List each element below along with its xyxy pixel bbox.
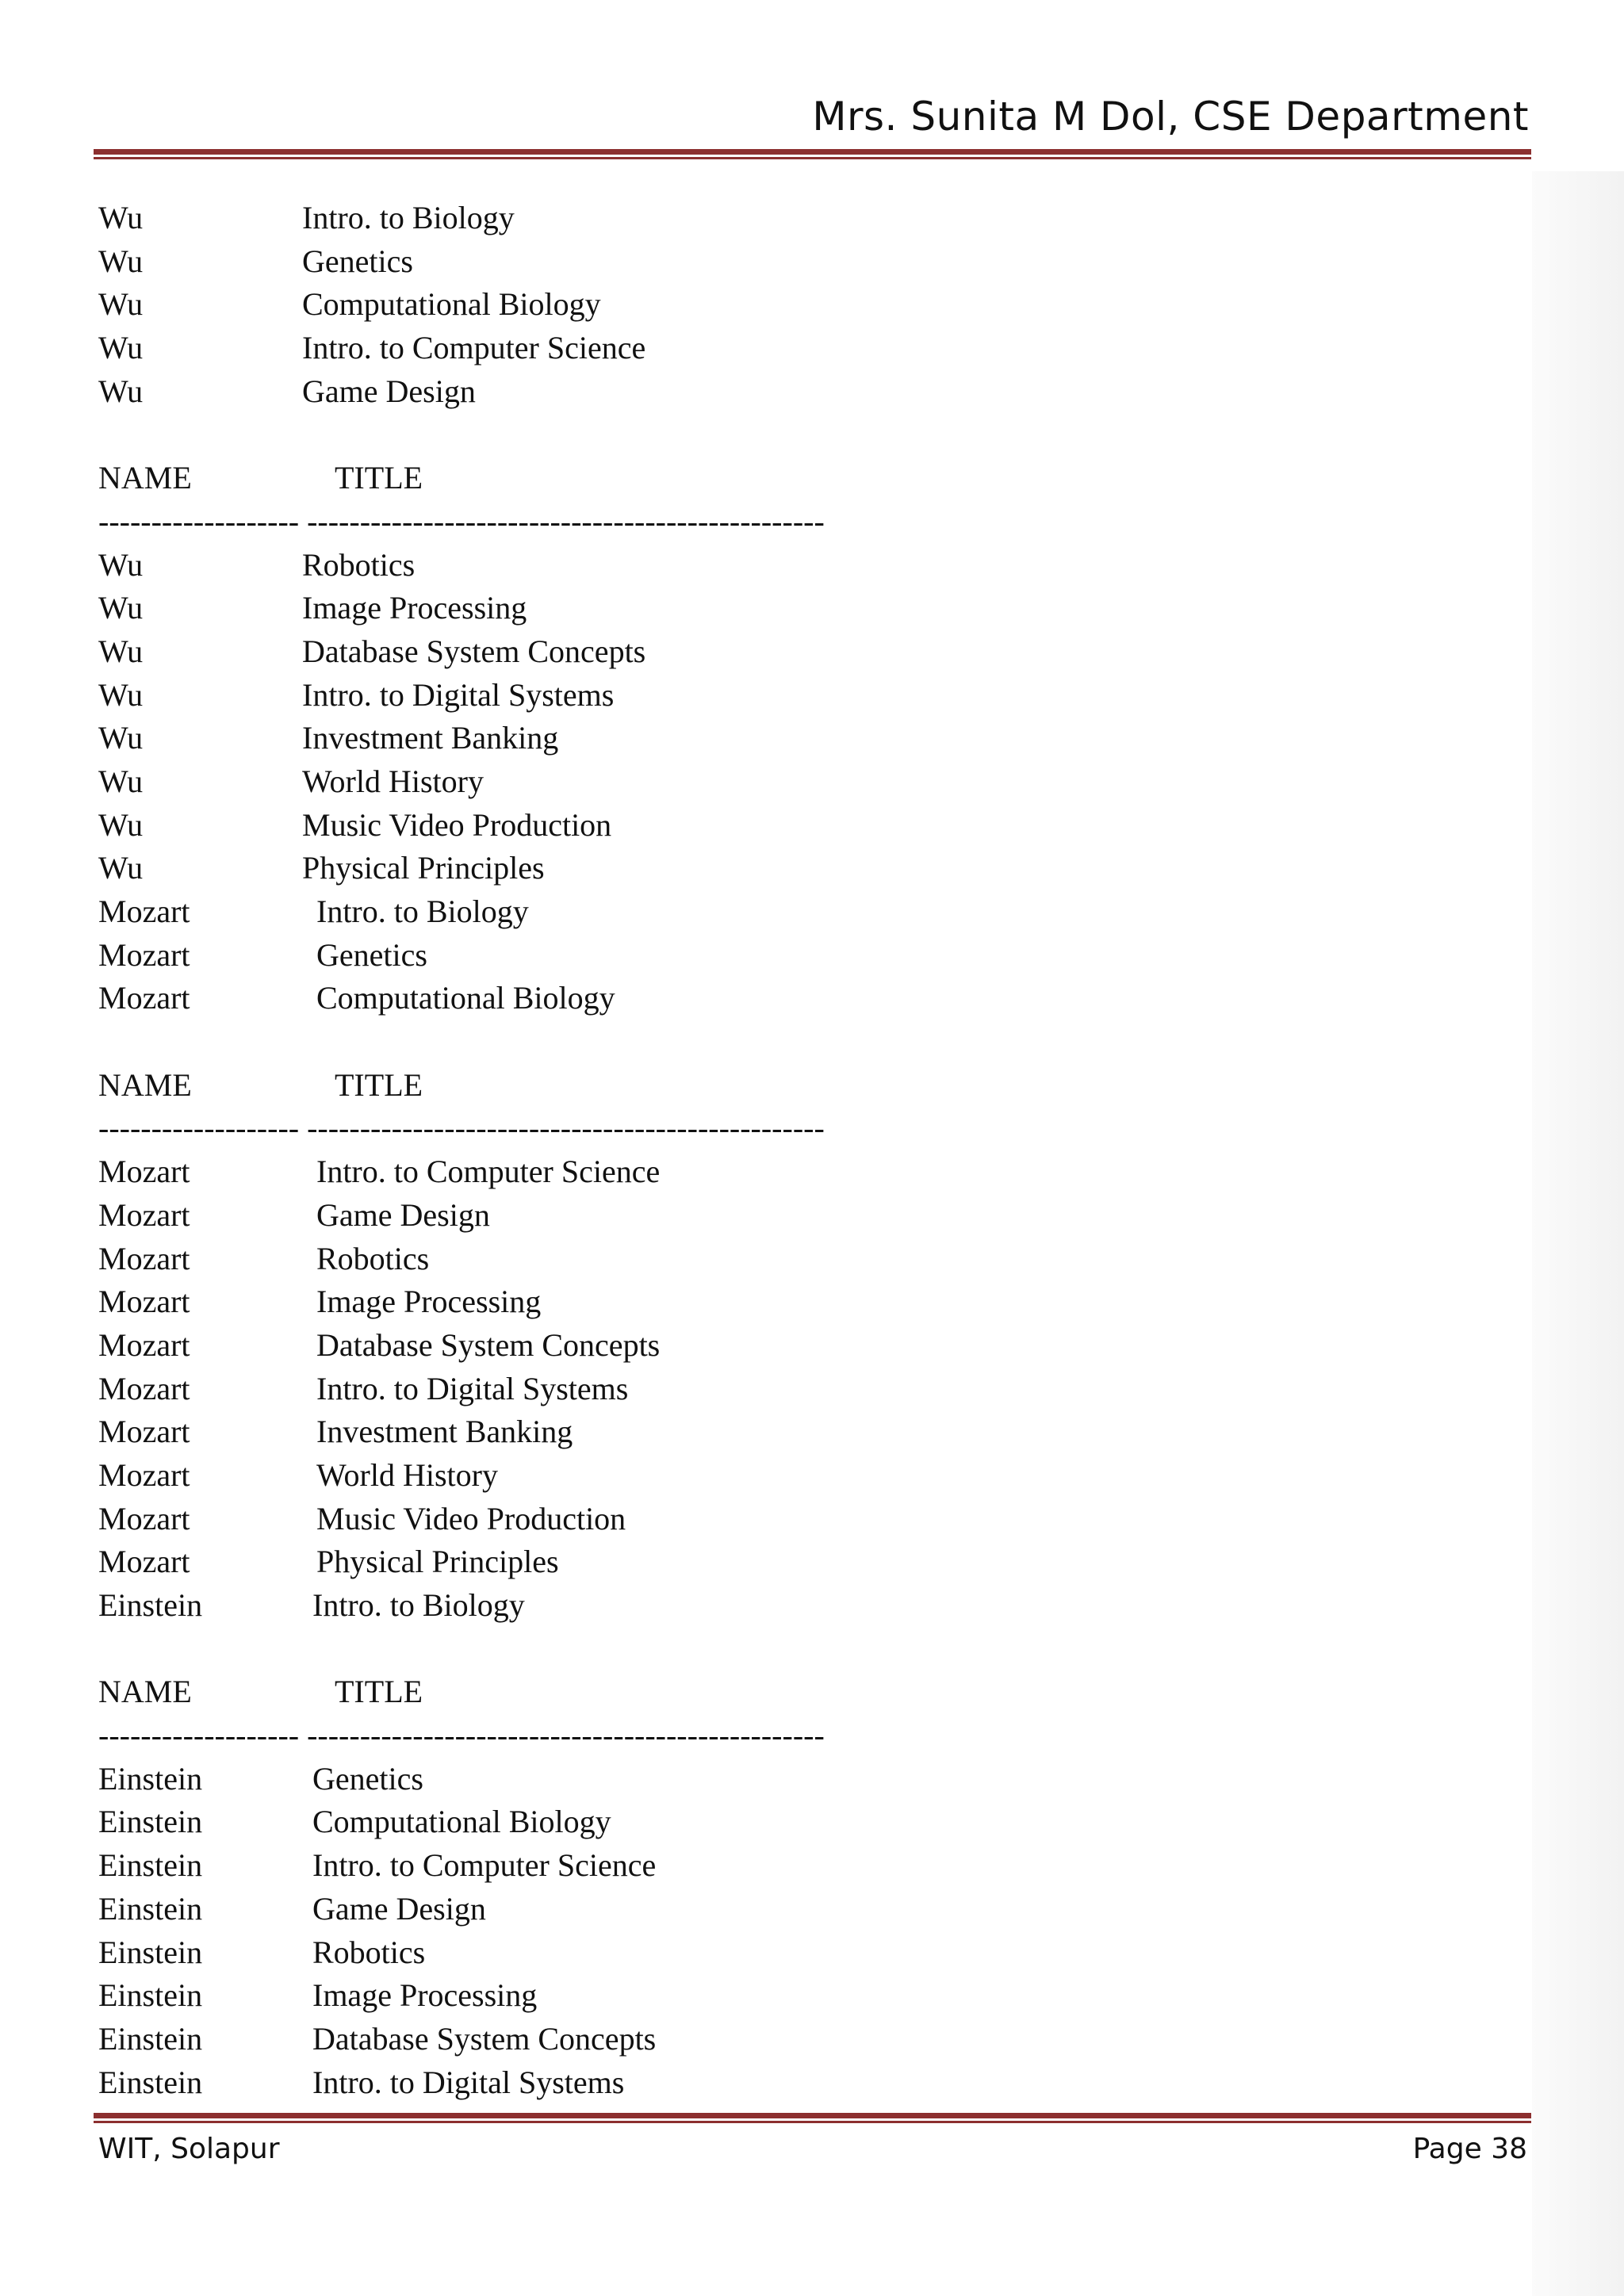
result-row <box>98 283 1129 327</box>
row-title: Image Processing <box>302 590 527 626</box>
row-name: Mozart <box>98 1284 190 1320</box>
column-separator: ------------------- ------------------------------------------------- <box>98 503 825 539</box>
row-name: Wu <box>98 676 144 713</box>
row-name: Mozart <box>98 1500 190 1536</box>
result-section <box>98 197 1129 413</box>
row-name: Mozart <box>98 1196 190 1233</box>
result-row <box>98 240 1129 284</box>
result-row <box>98 1540 1129 1584</box>
result-rows <box>98 890 1129 1020</box>
row-title: Database System Concepts <box>312 2020 657 2057</box>
result-row <box>98 1194 1129 1238</box>
result-section <box>98 1670 1129 2104</box>
result-row <box>98 1498 1129 1541</box>
result-rows <box>98 197 1129 413</box>
result-row <box>98 1584 1129 1628</box>
row-title: Computational Biology <box>316 980 615 1016</box>
row-name: Einstein <box>98 1977 203 2014</box>
result-row <box>98 847 1129 890</box>
row-title: Intro. to Digital Systems <box>312 2064 625 2100</box>
row-name: Einstein <box>98 1934 203 1970</box>
result-row <box>98 587 1129 630</box>
row-title: Computational Biology <box>302 286 601 323</box>
result-row <box>98 760 1129 804</box>
result-row <box>98 1888 1129 1931</box>
result-row <box>98 1368 1129 1411</box>
footer-rule-thick <box>94 2113 1531 2118</box>
column-header-name: NAME <box>98 460 192 496</box>
header-rule-thick <box>94 149 1531 155</box>
result-row <box>98 1931 1129 1975</box>
row-name: Wu <box>98 373 144 409</box>
row-title: Game Design <box>302 373 476 409</box>
row-title: Intro. to Digital Systems <box>302 676 615 713</box>
row-name: Mozart <box>98 1414 190 1450</box>
row-name: Mozart <box>98 1544 190 1580</box>
row-title: Intro. to Computer Science <box>312 1847 657 1884</box>
page-header-title: Mrs. Sunita M Dol, CSE Department <box>812 94 1529 140</box>
result-row <box>98 1800 1129 1844</box>
result-row <box>98 544 1129 587</box>
row-title: Intro. to Biology <box>312 1587 525 1623</box>
result-row <box>98 2061 1129 2105</box>
row-title: Intro. to Digital Systems <box>316 1370 629 1406</box>
row-title: Intro. to Biology <box>316 894 529 929</box>
result-row <box>98 630 1129 674</box>
section-gap <box>98 1020 1129 1064</box>
row-title: Database System Concepts <box>302 633 646 669</box>
row-title: Game Design <box>316 1196 490 1233</box>
result-section <box>98 1064 1129 1628</box>
column-header <box>98 1064 1129 1108</box>
result-row <box>98 1974 1129 2018</box>
section-gap <box>98 413 1129 457</box>
column-header <box>98 1670 1129 1714</box>
row-name: Wu <box>98 806 144 843</box>
result-rows <box>98 1150 1129 1584</box>
row-title: Genetics <box>302 243 413 279</box>
row-name: Mozart <box>98 1370 190 1406</box>
row-title: Image Processing <box>312 1977 538 2014</box>
result-row <box>98 1454 1129 1498</box>
row-name: Wu <box>98 633 144 669</box>
row-title: Robotics <box>316 1240 430 1276</box>
footer-rule-thin <box>94 2121 1531 2123</box>
row-name: Mozart <box>98 936 190 973</box>
result-row <box>98 934 1129 978</box>
page-edge-shadow <box>1532 171 1624 2296</box>
row-title: Game Design <box>312 1890 486 1927</box>
row-title: Genetics <box>312 1760 423 1797</box>
result-rows <box>98 1758 1129 2105</box>
row-title: Physical Principles <box>302 850 545 886</box>
row-name: Wu <box>98 590 144 626</box>
result-row <box>98 674 1129 718</box>
result-row <box>98 1324 1129 1368</box>
result-row <box>98 890 1129 934</box>
row-name: Mozart <box>98 1326 190 1363</box>
query-output <box>98 197 1129 2104</box>
result-rows <box>98 1584 1129 1628</box>
row-name: Einstein <box>98 1847 203 1884</box>
row-name: Mozart <box>98 980 190 1016</box>
row-name: Wu <box>98 286 144 323</box>
result-row <box>98 1410 1129 1454</box>
row-title: Intro. to Biology <box>302 200 515 235</box>
row-name: Mozart <box>98 1456 190 1493</box>
result-row <box>98 717 1129 760</box>
row-title: Intro. to Computer Science <box>302 330 646 366</box>
column-separator: ------------------- ------------------------------------------------- <box>98 1110 825 1146</box>
result-row <box>98 1280 1129 1324</box>
row-title: Computational Biology <box>312 1804 611 1840</box>
result-row <box>98 1150 1129 1194</box>
row-name: Wu <box>98 330 144 366</box>
row-title: Robotics <box>302 546 416 583</box>
row-title: World History <box>316 1456 498 1493</box>
row-name: Einstein <box>98 1890 203 1927</box>
result-section <box>98 457 1129 1020</box>
row-title: Database System Concepts <box>316 1326 661 1363</box>
row-title: Genetics <box>316 936 427 973</box>
column-separator: ------------------- ------------------------------------------------- <box>98 1717 825 1754</box>
row-name: Mozart <box>98 1154 190 1190</box>
row-name: Wu <box>98 243 144 279</box>
row-title: World History <box>302 763 484 799</box>
result-row <box>98 327 1129 370</box>
row-name: Einstein <box>98 1804 203 1840</box>
row-name: Wu <box>98 200 144 235</box>
result-row <box>98 977 1129 1020</box>
result-row <box>98 197 1129 240</box>
row-name: Mozart <box>98 1240 190 1276</box>
result-row <box>98 1758 1129 1801</box>
result-rows <box>98 544 1129 891</box>
result-row <box>98 2018 1129 2061</box>
result-row <box>98 804 1129 848</box>
row-name: Einstein <box>98 2020 203 2057</box>
header-rule-thin <box>94 157 1531 159</box>
column-header-title: TITLE <box>335 1674 423 1710</box>
row-name: Einstein <box>98 2064 203 2100</box>
row-title: Physical Principles <box>316 1544 559 1580</box>
row-name: Einstein <box>98 1587 203 1623</box>
row-name: Wu <box>98 850 144 886</box>
page-number: Page 38 <box>1412 2133 1527 2165</box>
row-title: Investment Banking <box>316 1414 573 1450</box>
row-name: Mozart <box>98 894 190 929</box>
row-name: Einstein <box>98 1760 203 1797</box>
column-header-title: TITLE <box>335 1066 423 1103</box>
row-title: Music Video Production <box>302 806 612 843</box>
column-header-title: TITLE <box>335 460 423 496</box>
result-row <box>98 370 1129 414</box>
footer-rule <box>94 2113 1531 2123</box>
header-rule <box>94 149 1531 159</box>
row-title: Robotics <box>312 1934 426 1970</box>
section-gap <box>98 1628 1129 1671</box>
result-row <box>98 1844 1129 1888</box>
row-title: Image Processing <box>316 1284 542 1320</box>
column-header-name: NAME <box>98 1066 192 1103</box>
row-title: Music Video Production <box>316 1500 626 1536</box>
result-row <box>98 1238 1129 1281</box>
column-header-name: NAME <box>98 1674 192 1710</box>
row-name: Wu <box>98 720 144 756</box>
footer-institution: WIT, Solapur <box>98 2133 280 2165</box>
row-name: Wu <box>98 546 144 583</box>
row-title: Intro. to Computer Science <box>316 1154 661 1190</box>
row-name: Wu <box>98 763 144 799</box>
row-title: Investment Banking <box>302 720 559 756</box>
column-header <box>98 457 1129 500</box>
